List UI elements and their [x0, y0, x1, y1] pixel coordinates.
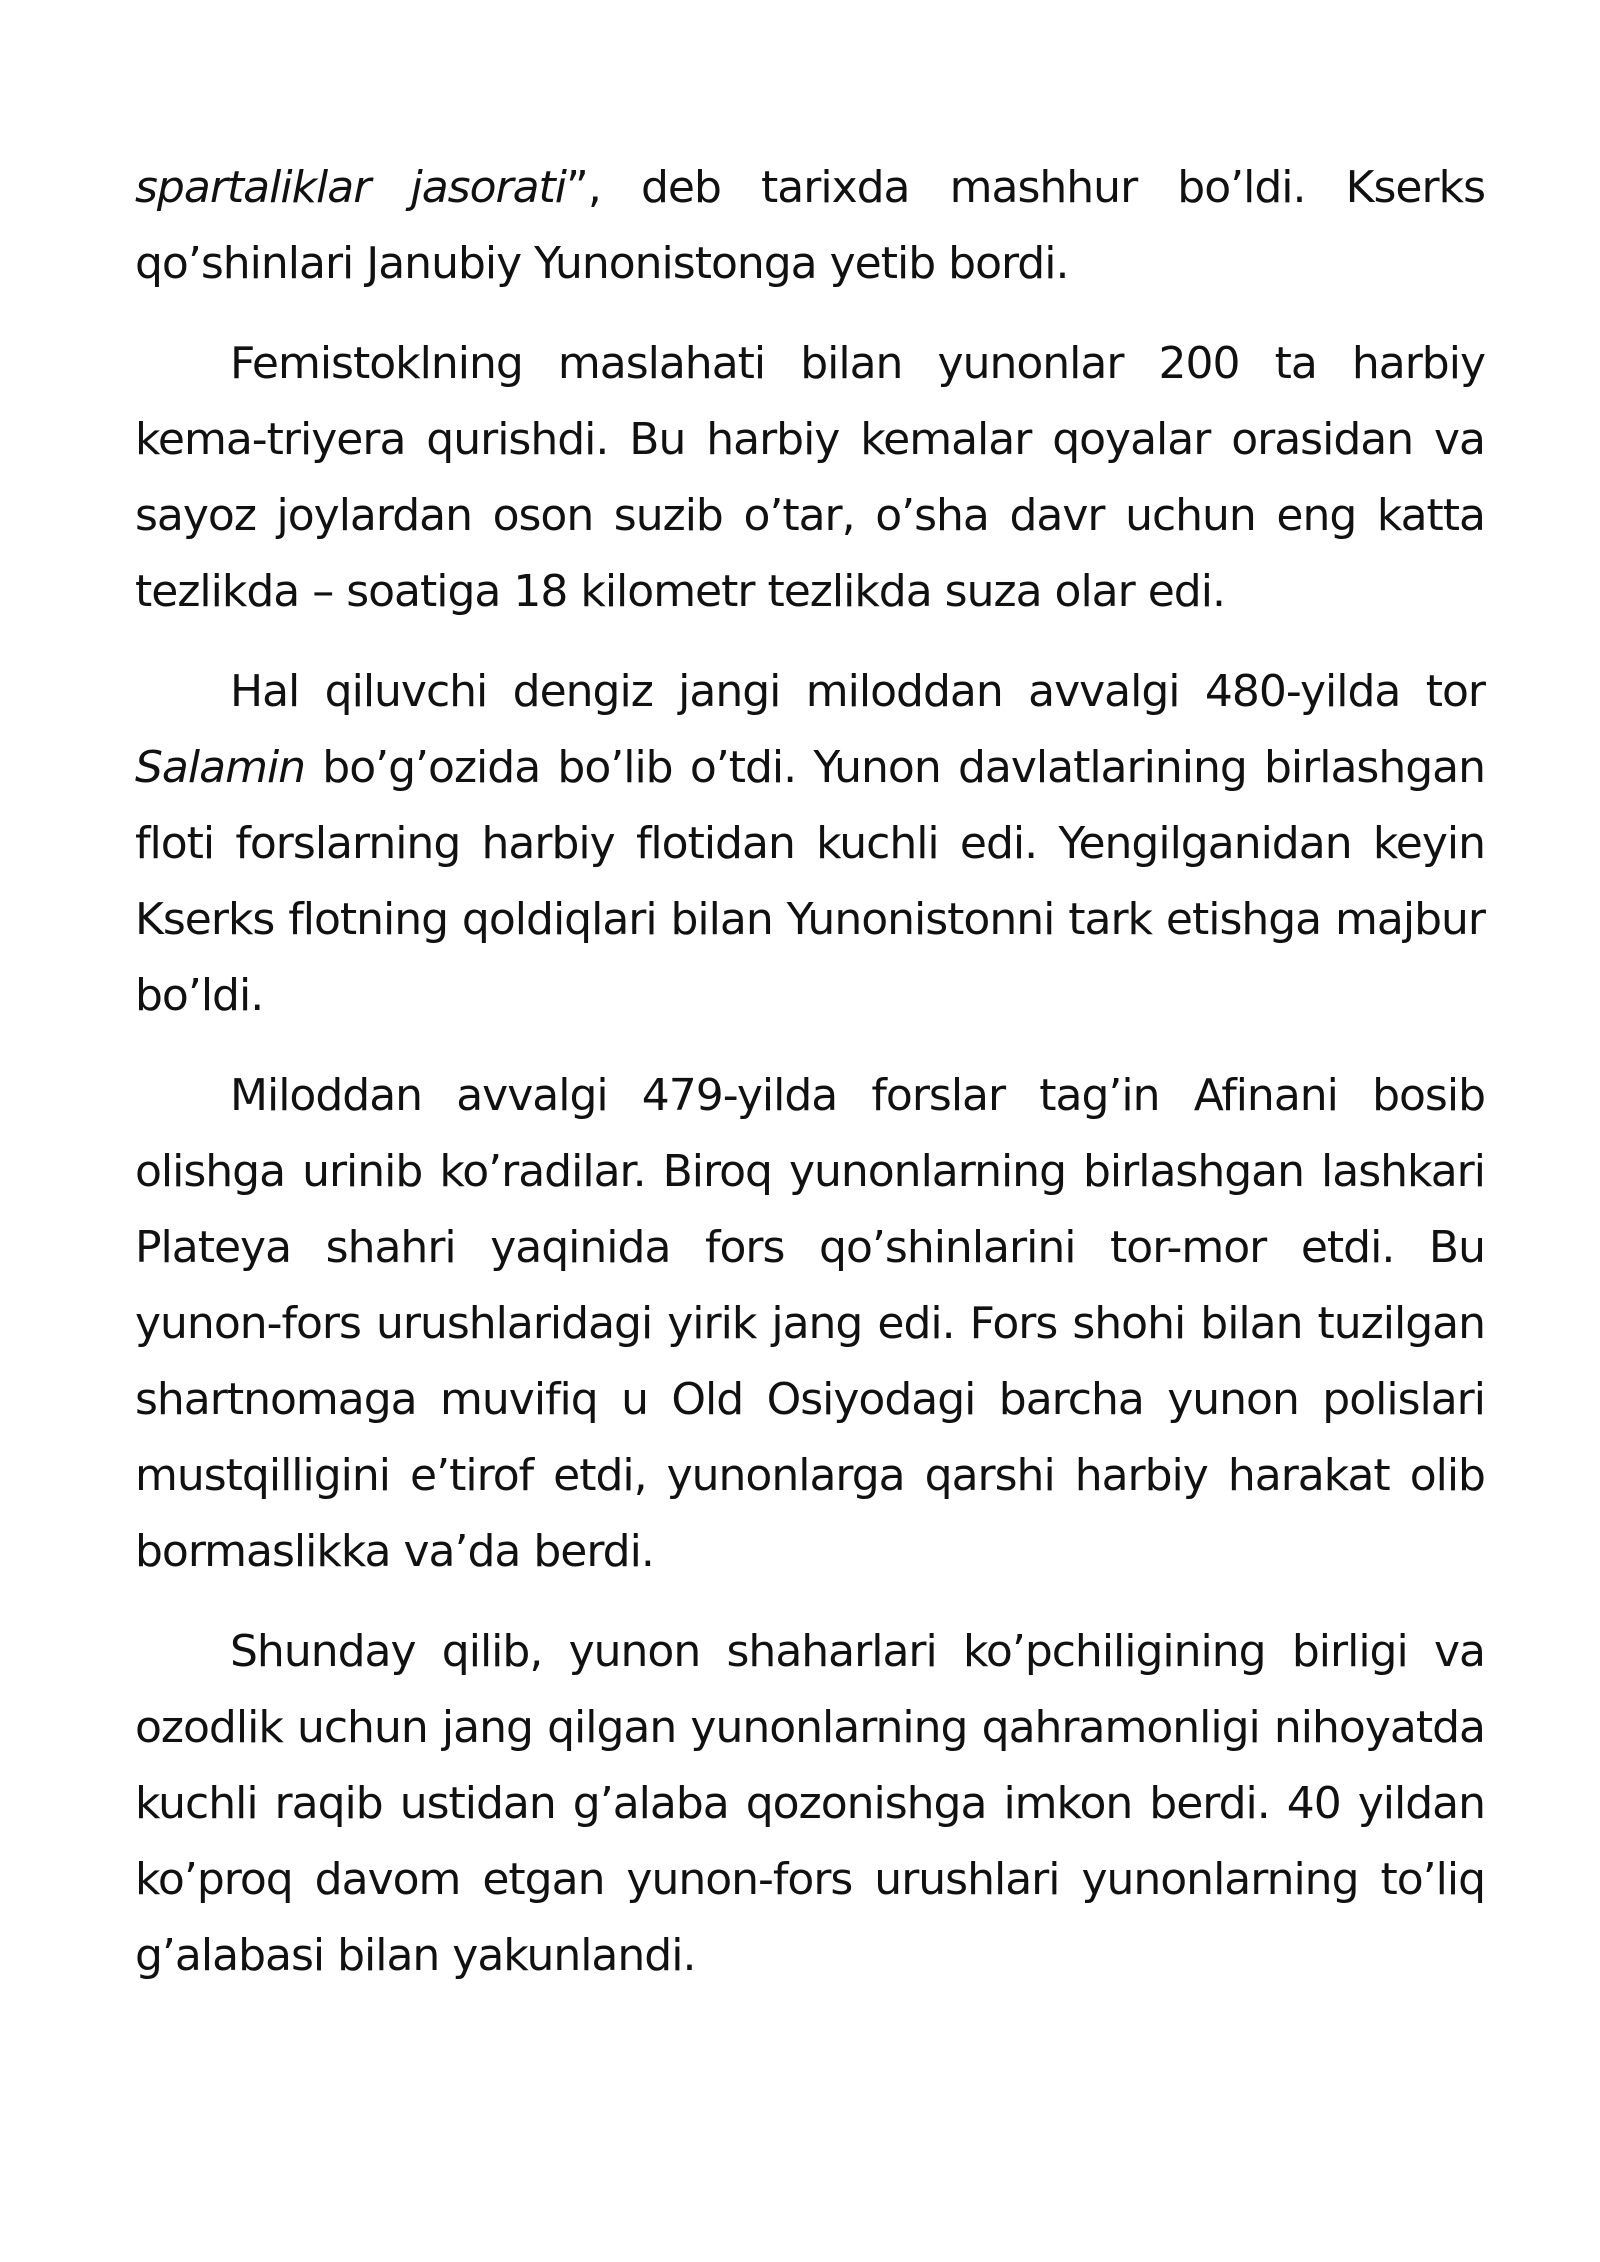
- text-segment: ”, deb tarixda mashhur bo’ldi. Kserks qo’shinlari Janubiy Yunonistonga yetib bordi.: [135, 162, 1485, 289]
- text-segment: Salamin: [135, 742, 306, 793]
- text-segment: Femistoklning maslahati bilan yunonlar 200 ta harbiy kema-triyera qurishdi. Bu harbiy kemalar qoyalar orasidan va sayoz joylardan oson suzib o’tar, o’sha davr uchun eng katta tezlikda – soatiga 18 kilometr tezlikda suza olar edi.: [135, 338, 1485, 617]
- paragraph-2: [135, 326, 1485, 630]
- paragraph-4: [135, 1058, 1485, 1590]
- text-segment: Shunday qilib, yunon shaharlari ko’pchiligining birligi va ozodlik uchun jang qilgan yunonlarning qahramonligi nihoyatda kuchli raqib ustidan g’alaba qozonishga imkon berdi. 40 yildan ko’proq davom etgan yunon-fors urushlari yunonlarning to’liq g’alabasi bilan yakunlandi.: [135, 1626, 1485, 1981]
- paragraph-3: [135, 654, 1485, 1034]
- text-segment: Miloddan avvalgi 479-yilda forslar tag’in Afinani bosib olishga urinib ko’radilar. Biroq yunonlarning birlashgan lashkari Plateya shahri yaqinida fors qo’shinlarini tor-mor etdi. Bu yunon-fors urushlaridagi yirik jang edi. Fors shohi bilan tuzilgan shartnomaga muvifiq u Old Osiyodagi barcha yunon polislari mustqilligini e’tirof etdi, yunonlarga qarshi harbiy harakat olib bormaslikka va’da berdi.: [135, 1070, 1485, 1577]
- document-page: [135, 150, 1485, 2018]
- paragraph-1: [135, 150, 1485, 302]
- text-segment: spartaliklar jasorati: [135, 162, 567, 213]
- text-segment: bo’g’ozida bo’lib o’tdi. Yunon davlatlarining birlashgan floti forslarning harbiy flotidan kuchli edi. Yengilganidan keyin Kserks flotning qoldiqlari bilan Yunonistonni tark etishga majbur bo’ldi.: [135, 742, 1485, 1021]
- paragraph-5: [135, 1614, 1485, 1994]
- text-segment: Hal qiluvchi dengiz jangi miloddan avvalgi 480-yilda tor: [230, 666, 1485, 717]
